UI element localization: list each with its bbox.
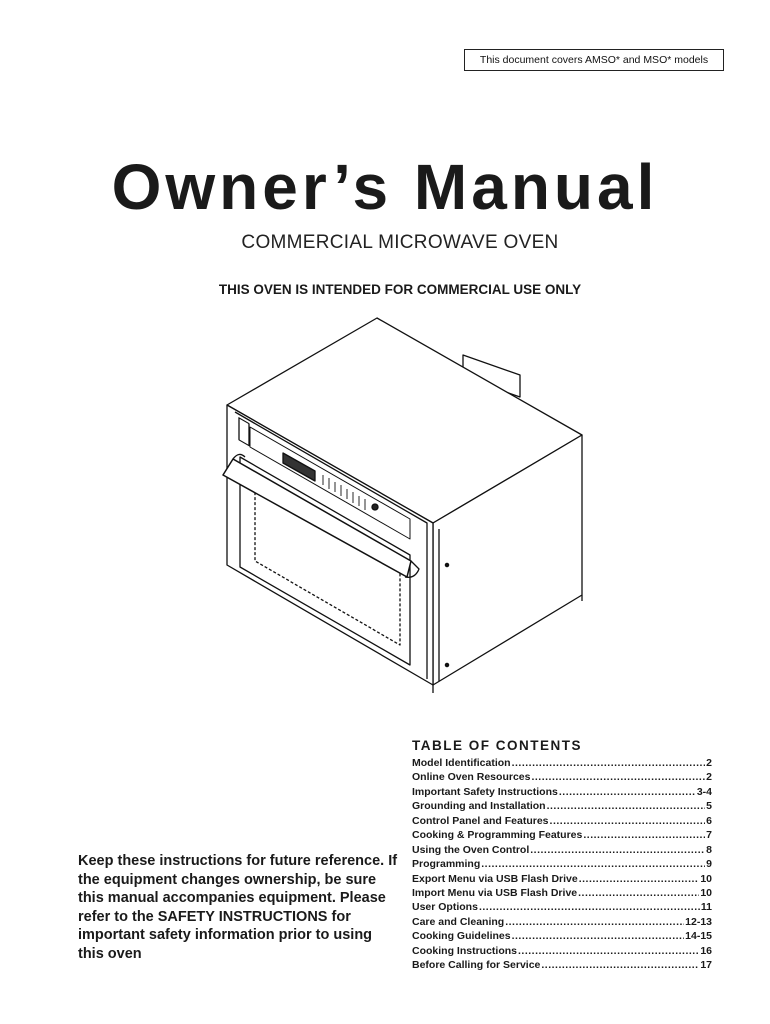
toc-entry bbox=[412, 857, 712, 871]
document-title: Owner’s Manual bbox=[111, 151, 659, 223]
toc-entry-page: 5 bbox=[706, 800, 712, 813]
toc-entry-title: User Options bbox=[412, 901, 478, 914]
toc-leader-dots bbox=[578, 886, 699, 900]
toc-entry-page: 11 bbox=[700, 901, 712, 914]
toc-entry-title: Control Panel and Features bbox=[412, 814, 549, 827]
toc-entry-title: Cooking & Programming Features bbox=[412, 829, 583, 842]
keep-instructions-notice: Keep these instructions for future reference. If the equipment changes ownership, be sure this manual accompanies equipment. Please refer to the SAFETY INSTRUCTIONS for important safety information prior to using this oven bbox=[78, 853, 398, 962]
toc-entry-title: Export Menu via USB Flash Drive bbox=[412, 872, 578, 885]
toc-entry bbox=[412, 900, 712, 914]
toc-leader-dots bbox=[550, 814, 706, 828]
toc-leader-dots bbox=[559, 785, 696, 799]
toc-entry bbox=[412, 886, 712, 900]
toc-entry bbox=[412, 756, 712, 770]
toc-entry-title: Grounding and Installation bbox=[412, 800, 546, 813]
table-of-contents bbox=[412, 738, 712, 973]
toc-leader-dots bbox=[531, 770, 705, 784]
toc-entry-page: 10 bbox=[700, 886, 712, 899]
toc-entry-page: 2 bbox=[706, 757, 712, 769]
toc-list bbox=[412, 756, 712, 973]
toc-heading: TABLE OF CONTENTS bbox=[412, 738, 582, 753]
toc-entry-title: Model Identification bbox=[412, 757, 511, 769]
toc-leader-dots bbox=[530, 843, 705, 857]
toc-leader-dots bbox=[512, 756, 706, 770]
microwave-oven-icon bbox=[215, 315, 595, 700]
toc-leader-dots bbox=[547, 799, 706, 813]
toc-entry-title: Cooking Instructions bbox=[412, 944, 517, 957]
toc-leader-dots bbox=[579, 872, 700, 886]
toc-leader-dots bbox=[518, 944, 699, 958]
toc-leader-dots bbox=[541, 958, 699, 972]
toc-entry-title: Using the Oven Control bbox=[412, 843, 530, 856]
toc-leader-dots bbox=[479, 900, 700, 914]
toc-entry-title: Cooking Guidelines bbox=[412, 930, 511, 943]
toc-entry-page: 7 bbox=[706, 829, 712, 842]
document-subtitle: COMMERCIAL MICROWAVE OVEN bbox=[241, 232, 559, 253]
toc-entry bbox=[412, 814, 712, 828]
toc-entry bbox=[412, 958, 712, 972]
toc-entry-title: Before Calling for Service bbox=[412, 959, 541, 972]
toc-entry-title: Online Oven Resources bbox=[412, 771, 531, 784]
toc-entry-page: 17 bbox=[700, 959, 712, 972]
toc-entry bbox=[412, 799, 712, 813]
toc-entry-page: 12-13 bbox=[685, 915, 712, 928]
toc-entry-title: Important Safety Instructions bbox=[412, 785, 558, 798]
toc-entry-title: Import Menu via USB Flash Drive bbox=[412, 886, 578, 899]
toc-entry-page: 2 bbox=[706, 771, 712, 784]
toc-entry-page: 16 bbox=[700, 944, 712, 957]
toc-entry-page: 14-15 bbox=[685, 930, 712, 943]
toc-entry-page: 9 bbox=[706, 858, 712, 871]
toc-entry-page: 3-4 bbox=[696, 785, 712, 798]
model-coverage-notice: This document covers AMSO* and MSO* models bbox=[464, 49, 724, 71]
toc-entry-title: Care and Cleaning bbox=[412, 915, 505, 928]
toc-entry-page: 10 bbox=[700, 872, 712, 885]
toc-leader-dots bbox=[481, 857, 705, 871]
toc-entry-title: Programming bbox=[412, 858, 481, 871]
toc-entry bbox=[412, 944, 712, 958]
toc-entry bbox=[412, 872, 712, 886]
toc-entry bbox=[412, 770, 712, 784]
usage-notice: THIS OVEN IS INTENDED FOR COMMERCIAL USE ONLY bbox=[218, 282, 582, 297]
toc-entry bbox=[412, 929, 712, 943]
toc-leader-dots bbox=[505, 915, 684, 929]
toc-entry bbox=[412, 843, 712, 857]
toc-entry bbox=[412, 785, 712, 799]
toc-entry bbox=[412, 828, 712, 842]
toc-entry-page: 6 bbox=[706, 814, 712, 827]
toc-leader-dots bbox=[583, 828, 705, 842]
toc-entry bbox=[412, 915, 712, 929]
toc-leader-dots bbox=[512, 929, 685, 943]
toc-entry-page: 8 bbox=[706, 843, 712, 856]
